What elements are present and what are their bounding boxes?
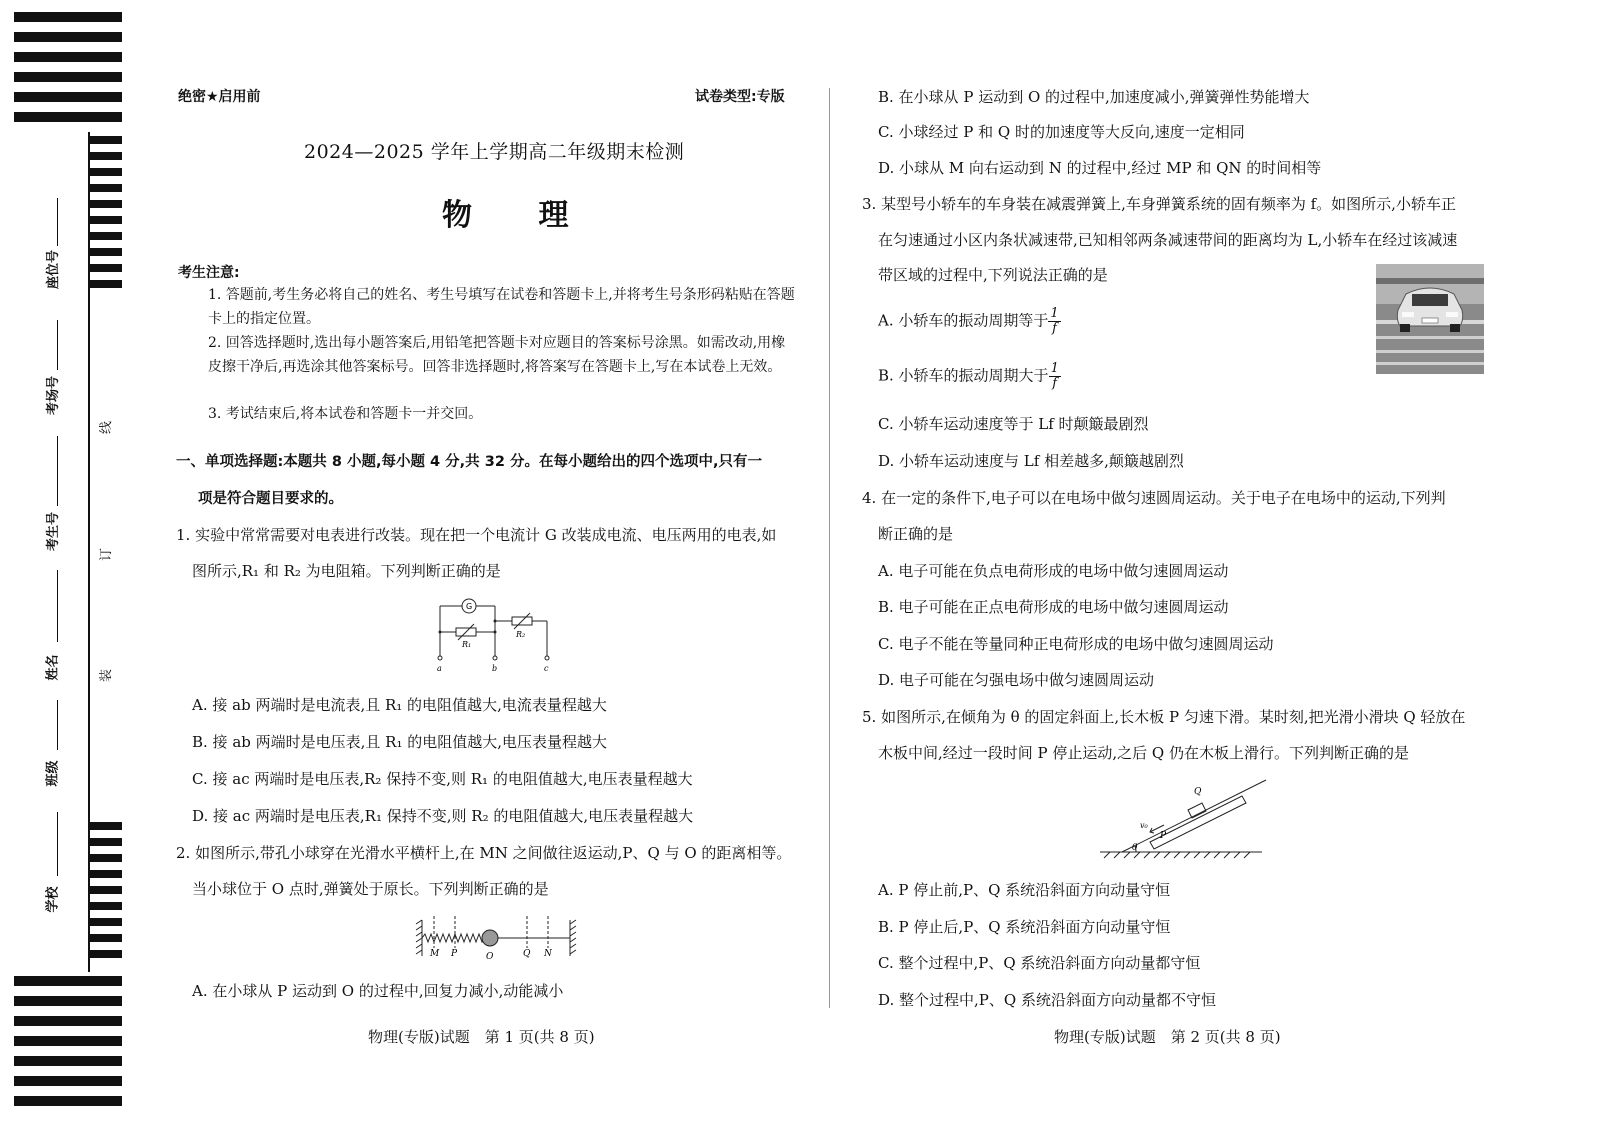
q4-stem-line2: 断正确的是	[878, 525, 954, 543]
q2-stem-line2: 当小球位于 O 点时,弹簧处于原长。下列判断正确的是	[192, 880, 549, 898]
q2-option-c: C. 小球经过 P 和 Q 时的加速度等大反向,速度一定相同	[878, 123, 1245, 141]
q5-option-c: C. 整个过程中,P、Q 系统沿斜面方向动量都守恒	[878, 954, 1201, 972]
point-m: M	[430, 949, 440, 959]
name-line	[57, 570, 58, 642]
column-divider	[829, 88, 830, 1008]
q5-incline-figure	[1092, 776, 1268, 860]
q2-option-b: B. 在小球从 P 运动到 O 的过程中,加速度减小,弹簧弹性势能增大	[878, 88, 1310, 106]
q5-option-b: B. P 停止后,P、Q 系统沿斜面方向动量守恒	[878, 918, 1171, 936]
r2-label: R₂	[516, 630, 526, 639]
binding-bar	[90, 232, 122, 240]
angle-theta-label: θ	[1132, 843, 1138, 853]
binding-bar	[14, 72, 122, 82]
r1-label: R₁	[462, 640, 472, 649]
binding-bar	[14, 92, 122, 102]
binding-bar	[90, 200, 122, 208]
binding-bar	[90, 918, 122, 926]
candidate-number-label: 考生号	[46, 511, 62, 552]
point-q: Q	[523, 949, 531, 959]
point-o: O	[486, 952, 494, 962]
q1-stem-line2: 图所示,R₁ 和 R₂ 为电阻箱。下列判断正确的是	[192, 562, 501, 580]
q2-option-a: A. 在小球从 P 运动到 O 的过程中,回复力减小,动能减小	[192, 982, 564, 1000]
q3-stem-line2: 在匀速通过小区内条状减速带,已知相邻两条减速带间的距离均为 L,小轿车在经过该减速	[878, 231, 1458, 249]
binding-bar	[14, 996, 122, 1006]
q5-option-a: A. P 停止前,P、Q 系统沿斜面方向动量守恒	[878, 881, 1171, 899]
q3-option-a: A. 小轿车的振动周期等于 $\frac{1}{f}$	[878, 306, 1059, 336]
footer-page-2: 物理(专版)试题 第 2 页(共 8 页)	[1054, 1028, 1281, 1046]
notice-item-2: 2. 回答选择题时,选出每小题答案后,用铅笔把答题卡对应题目的答案标号涂黑。如需改动,用橡皮擦干净后,再选涂其他答案标号。回答非选择题时,将答案写在答题卡上,写在本试卷上无效。	[208, 335, 786, 375]
seat-number-label: 座位号	[46, 249, 62, 290]
exam-title: 2024—2025 学年上学期高二年级期末检测	[304, 141, 685, 163]
exam-room-line	[57, 320, 58, 370]
q4-stem-line1: 4. 在一定的条件下,电子可以在电场中做匀速圆周运动。关于电子在电场中的运动,下列判	[862, 489, 1446, 507]
binding-mark-xian: 线	[99, 420, 115, 435]
binding-mark-zhuang: 装	[99, 668, 115, 683]
velocity-v0-label: v₀	[1140, 821, 1148, 830]
q2-spring-figure	[412, 914, 578, 962]
binding-bar	[14, 1096, 122, 1106]
q1-option-c: C. 接 ac 两端时是电压表,R₂ 保持不变,则 R₁ 的电阻值越大,电压表量程越大	[192, 770, 693, 788]
secret-label: 绝密★启用前	[178, 89, 261, 105]
binding-bar	[90, 822, 122, 830]
binding-bar	[90, 886, 122, 894]
section-heading-line2: 项是符合题目要求的。	[198, 491, 343, 507]
point-p: P	[451, 949, 458, 959]
binding-bar	[90, 136, 122, 144]
binding-bar	[90, 854, 122, 862]
q3-car-photo	[1376, 264, 1484, 374]
q1-option-a: A. 接 ab 两端时是电流表,且 R₁ 的电阻值越大,电流表量程越大	[192, 696, 607, 714]
block-q-label: Q	[1194, 787, 1202, 797]
q5-option-d: D. 整个过程中,P、Q 系统沿斜面方向动量都不守恒	[878, 991, 1216, 1009]
binding-bar	[14, 1076, 122, 1086]
section-heading-line1: 一、单项选择题:本题共 8 小题,每小题 4 分,共 32 分。在每小题给出的四个选项中,只有一	[176, 454, 762, 470]
notice-item-3: 3. 考试结束后,将本试卷和答题卡一并交回。	[208, 406, 483, 422]
q1-circuit-figure	[428, 596, 568, 676]
class-label: 班级	[45, 760, 61, 787]
q4-option-b: B. 电子可能在正点电荷形成的电场中做匀速圆周运动	[878, 598, 1229, 616]
candidate-number-line	[57, 436, 58, 506]
binding-bar	[14, 1016, 122, 1026]
school-line	[57, 812, 58, 876]
q4-option-a: A. 电子可能在负点电荷形成的电场中做匀速圆周运动	[878, 562, 1229, 580]
terminal-a: a	[437, 664, 442, 673]
binding-bar	[14, 32, 122, 42]
exam-room-label: 考场号	[46, 375, 62, 416]
binding-bar	[14, 52, 122, 62]
paper-type: 试卷类型:专版	[695, 89, 785, 105]
binding-bar	[90, 184, 122, 192]
binding-mark-ding: 订	[99, 547, 115, 562]
notice-heading: 考生注意:	[178, 265, 240, 281]
subject-title: 物 理	[442, 198, 597, 233]
school-label: 学校	[45, 886, 61, 913]
point-n: N	[544, 949, 552, 959]
binding-bar	[90, 950, 122, 958]
binding-bar	[14, 112, 122, 122]
fraction-1-over-f: $\frac{1}{f}$	[1050, 361, 1059, 391]
q1-option-d: D. 接 ac 两端时是电压表,R₁ 保持不变,则 R₂ 的电阻值越大,电压表量程越大	[192, 807, 694, 825]
name-label: 姓名	[45, 654, 61, 681]
q2-stem-line1: 2. 如图所示,带孔小球穿在光滑水平横杆上,在 MN 之间做往返运动,P、Q 与 O 的距离相等。	[176, 844, 792, 862]
binding-bar	[90, 152, 122, 160]
binding-bar	[14, 12, 122, 22]
binding-bar	[14, 1056, 122, 1066]
class-line	[57, 700, 58, 750]
binding-bar	[14, 1036, 122, 1046]
binding-bar	[90, 168, 122, 176]
binding-bar	[90, 870, 122, 878]
terminal-b: b	[492, 664, 498, 673]
binding-bar	[90, 264, 122, 272]
binding-bar	[90, 934, 122, 942]
q3-option-d: D. 小轿车运动速度与 Lf 相差越多,颠簸越剧烈	[878, 452, 1184, 470]
binding-line	[88, 132, 90, 972]
q5-stem-line2: 木板中间,经过一段时间 P 停止运动,之后 Q 仍在木板上滑行。下列判断正确的是	[878, 744, 1410, 762]
q1-stem-line1: 1. 实验中常常需要对电表进行改装。现在把一个电流计 G 改装成电流、电压两用的电表,如	[176, 526, 777, 544]
q4-option-c: C. 电子不能在等量同种正电荷形成的电场中做匀速圆周运动	[878, 635, 1274, 653]
binding-bar	[90, 838, 122, 846]
q2-option-d: D. 小球从 M 向右运动到 N 的过程中,经过 MP 和 QN 的时间相等	[878, 159, 1322, 177]
binding-bar	[90, 280, 122, 288]
q3-option-b: B. 小轿车的振动周期大于 $\frac{1}{f}$	[878, 361, 1059, 391]
q3-stem-line3: 带区域的过程中,下列说法正确的是	[878, 266, 1108, 284]
q3-option-c: C. 小轿车运动速度等于 Lf 时颠簸最剧烈	[878, 415, 1149, 433]
binding-bar	[90, 216, 122, 224]
galvanometer-label: G	[466, 602, 473, 611]
q4-option-d: D. 电子可能在匀强电场中做匀速圆周运动	[878, 671, 1155, 689]
q3-stem-line1: 3. 某型号小轿车的车身装在减震弹簧上,车身弹簧系统的固有频率为 f。如图所示,小轿车正	[862, 195, 1456, 213]
terminal-c: c	[544, 664, 549, 673]
footer-page-1: 物理(专版)试题 第 1 页(共 8 页)	[368, 1028, 595, 1046]
binding-bar	[90, 902, 122, 910]
seat-number-line	[57, 198, 58, 246]
fraction-1-over-f: $\frac{1}{f}$	[1050, 306, 1059, 336]
q1-option-b: B. 接 ab 两端时是电压表,且 R₁ 的电阻值越大,电压表量程越大	[192, 733, 608, 751]
binding-bar	[90, 248, 122, 256]
q5-stem-line1: 5. 如图所示,在倾角为 θ 的固定斜面上,长木板 P 匀速下滑。某时刻,把光滑小滑块 Q 轻放在	[862, 708, 1466, 726]
notice-item-1: 1. 答题前,考生务必将自己的姓名、考生号填写在试卷和答题卡上,并将考生号条形码粘贴在答题卡上的指定位置。	[208, 287, 795, 327]
board-p-label: P	[1160, 831, 1167, 841]
binding-bar	[14, 976, 122, 986]
